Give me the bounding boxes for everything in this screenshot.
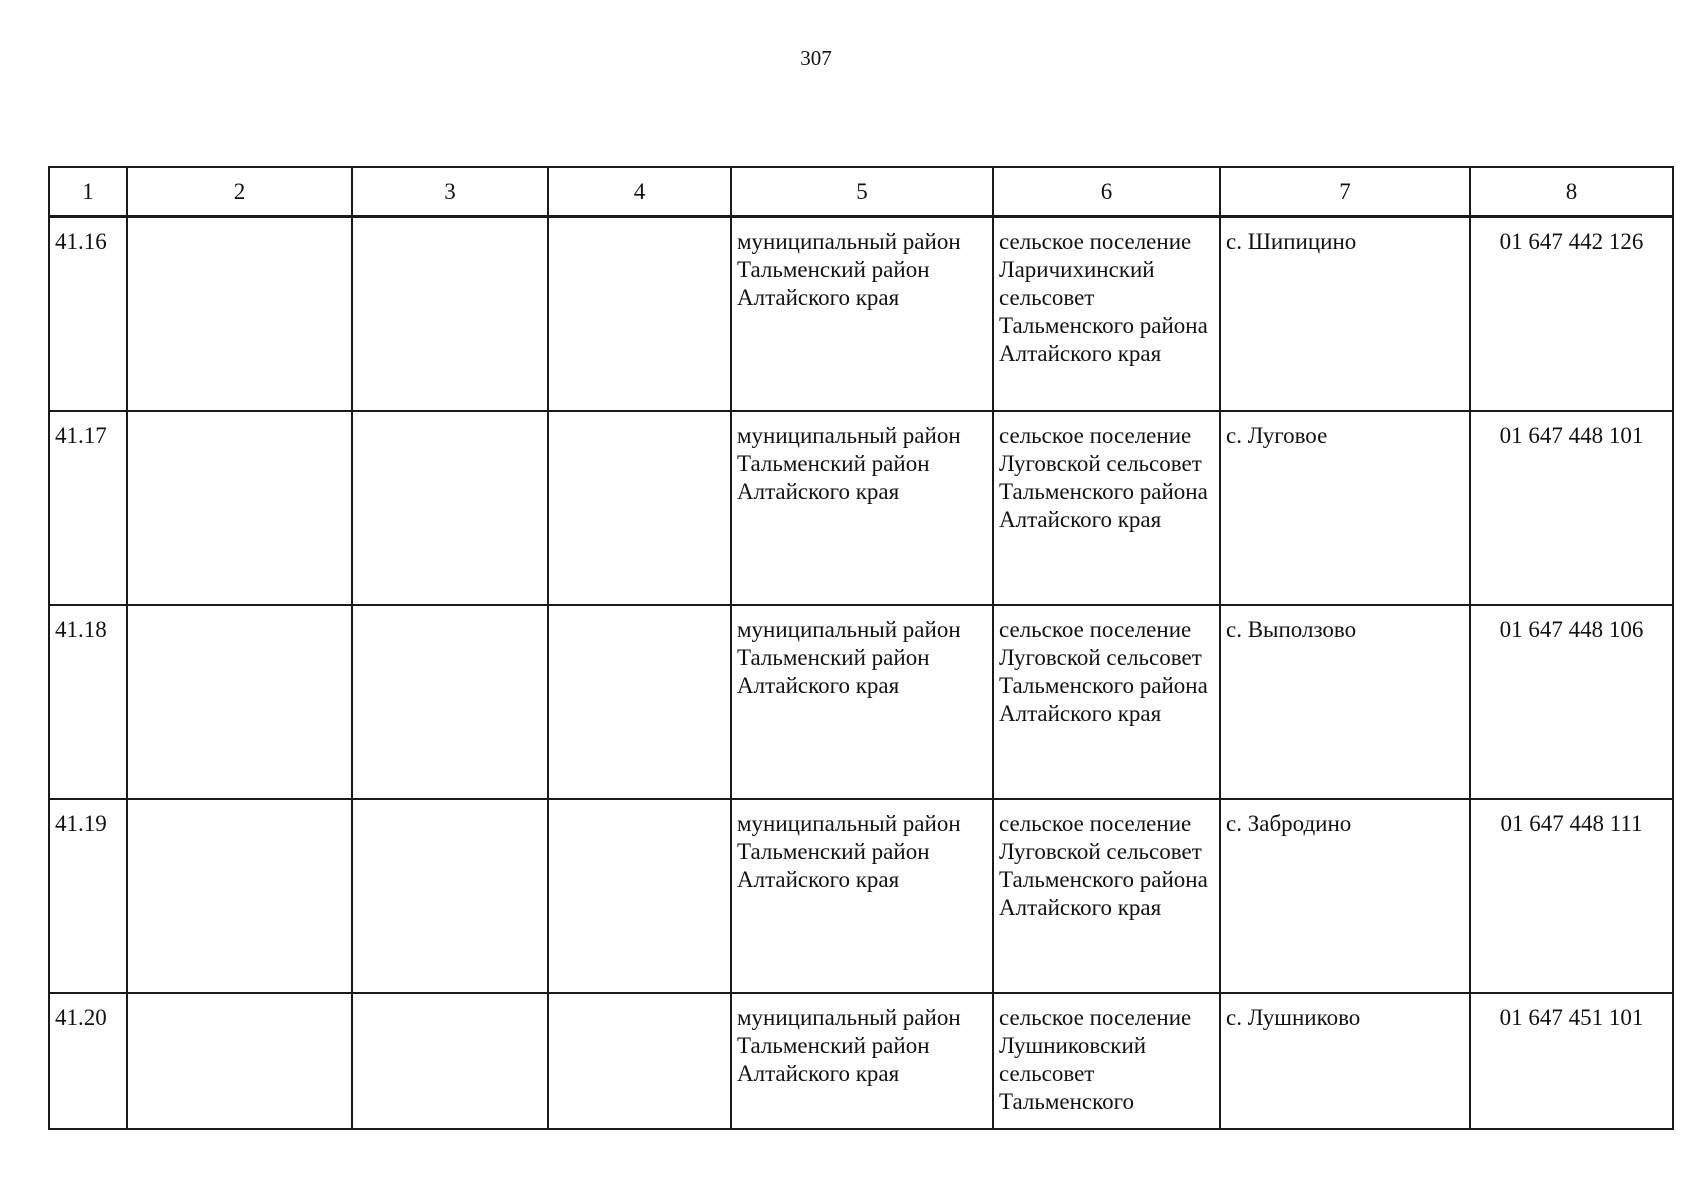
locality-cell: с. Выползово [1220, 605, 1470, 799]
column-header-7: 7 [1220, 167, 1470, 217]
locality-cell: с. Луговое [1220, 411, 1470, 605]
oktmo-code-cell: 01 647 448 101 [1470, 411, 1673, 605]
settlement-cell: сельское поселение Лушниковский сельсовет Тальменского [993, 993, 1220, 1129]
row-number-cell: 41.16 [49, 217, 127, 412]
oktmo-code-cell: 01 647 448 106 [1470, 605, 1673, 799]
column-3-cell [352, 605, 548, 799]
locality-cell: с. Забродино [1220, 799, 1470, 993]
column-2-cell [127, 605, 352, 799]
table-row [49, 411, 1673, 605]
table-body [49, 217, 1673, 1130]
settlement-cell: сельское поселение Луговской сельсовет Тальменского района Алтайского края [993, 605, 1220, 799]
column-header-8: 8 [1470, 167, 1673, 217]
locality-cell: с. Лушниково [1220, 993, 1470, 1129]
table-row [49, 799, 1673, 993]
row-number-cell: 41.18 [49, 605, 127, 799]
row-number-cell: 41.19 [49, 799, 127, 993]
row-number-cell: 41.17 [49, 411, 127, 605]
column-3-cell [352, 799, 548, 993]
column-header-4: 4 [548, 167, 731, 217]
oktmo-code-cell: 01 647 451 101 [1470, 993, 1673, 1129]
settlement-cell: сельское поселение Ларичихинский сельсовет Тальменского района Алтайского края [993, 217, 1220, 412]
district-cell: муниципальный район Тальменский район Алтайского края [731, 217, 993, 412]
column-2-cell [127, 799, 352, 993]
column-2-cell [127, 993, 352, 1129]
page-number: 307 [800, 46, 832, 70]
settlement-cell: сельское поселение Луговской сельсовет Тальменского района Алтайского края [993, 411, 1220, 605]
table-row [49, 993, 1673, 1129]
column-header-2: 2 [127, 167, 352, 217]
oktmo-code-cell: 01 647 448 111 [1470, 799, 1673, 993]
table-header [49, 167, 1673, 217]
district-cell: муниципальный район Тальменский район Алтайского края [731, 799, 993, 993]
table-row [49, 605, 1673, 799]
column-2-cell [127, 217, 352, 412]
column-4-cell [548, 217, 731, 412]
column-3-cell [352, 993, 548, 1129]
column-header-5: 5 [731, 167, 993, 217]
table-row [49, 217, 1673, 412]
settlement-cell: сельское поселение Луговской сельсовет Тальменского района Алтайского края [993, 799, 1220, 993]
row-number-cell: 41.20 [49, 993, 127, 1129]
column-header-1: 1 [49, 167, 127, 217]
column-3-cell [352, 217, 548, 412]
column-header-6: 6 [993, 167, 1220, 217]
registry-table [48, 166, 1674, 1130]
locality-cell: с. Шипицино [1220, 217, 1470, 412]
district-cell: муниципальный район Тальменский район Алтайского края [731, 411, 993, 605]
column-3-cell [352, 411, 548, 605]
column-header-3: 3 [352, 167, 548, 217]
district-cell: муниципальный район Тальменский район Алтайского края [731, 605, 993, 799]
column-4-cell [548, 799, 731, 993]
column-4-cell [548, 411, 731, 605]
column-4-cell [548, 993, 731, 1129]
header-row [49, 167, 1673, 217]
district-cell: муниципальный район Тальменский район Алтайского края [731, 993, 993, 1129]
column-4-cell [548, 605, 731, 799]
column-2-cell [127, 411, 352, 605]
oktmo-code-cell: 01 647 442 126 [1470, 217, 1673, 412]
